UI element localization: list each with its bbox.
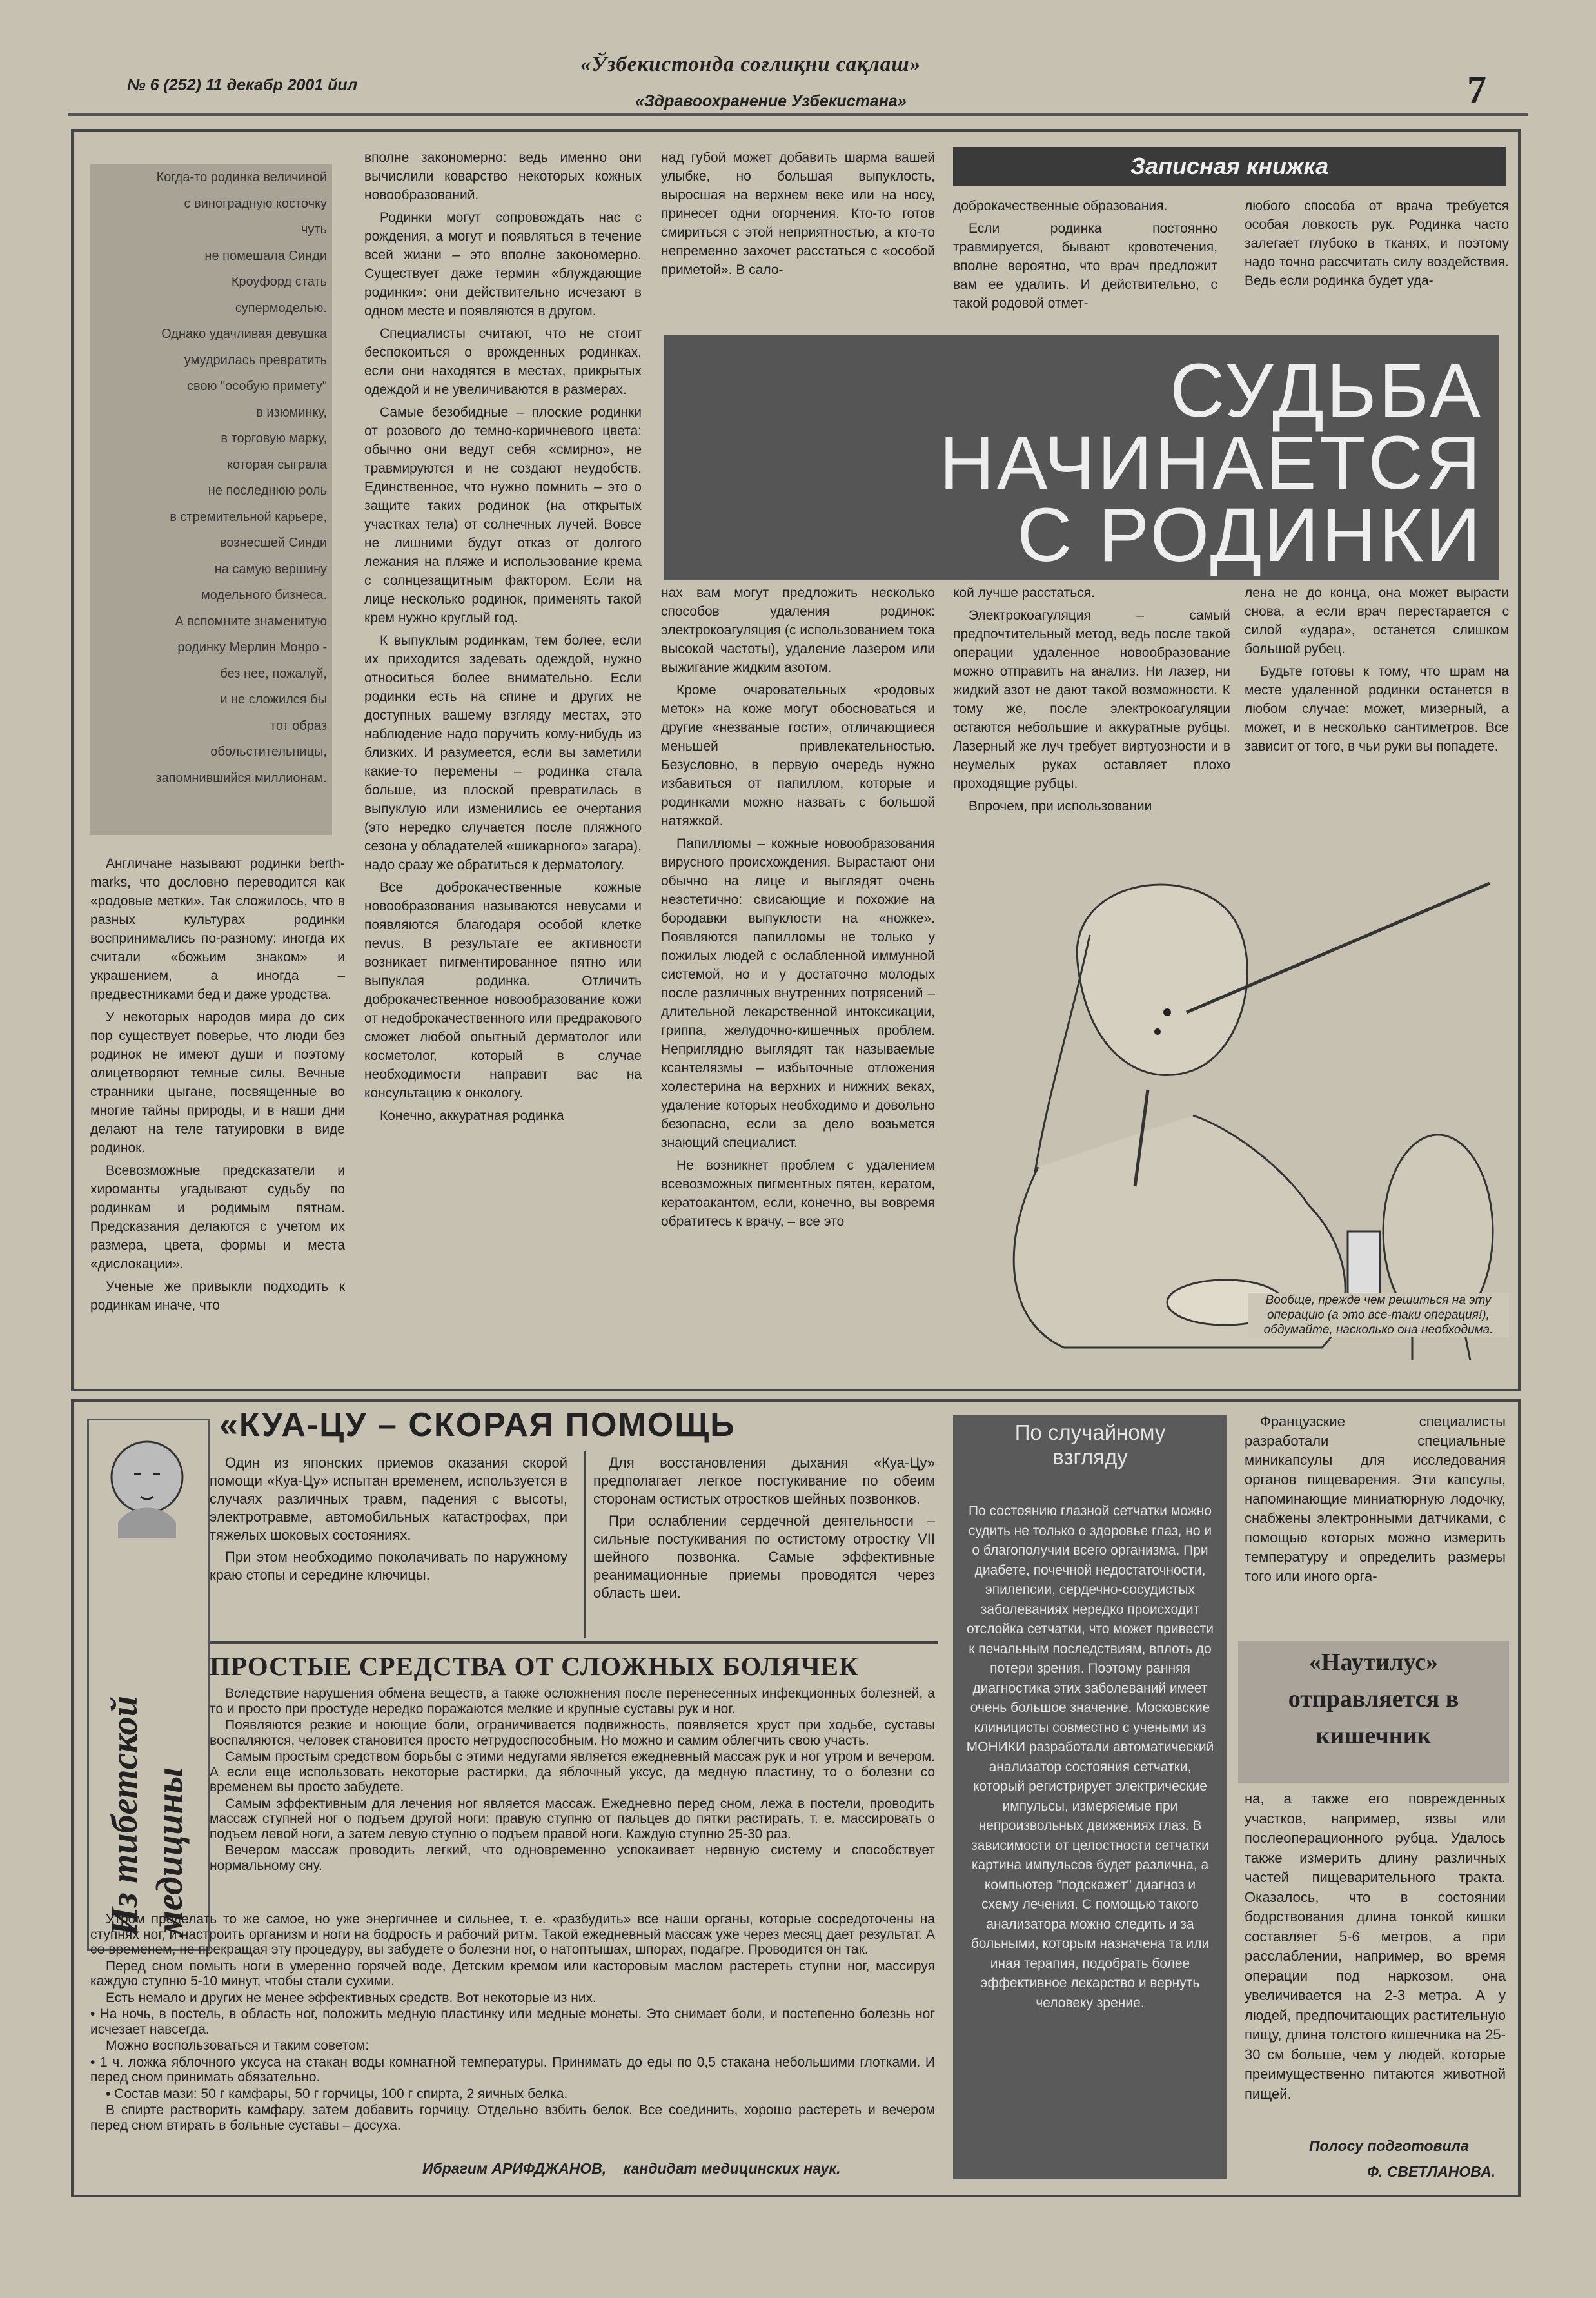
monk-portrait-icon [99,1426,195,1542]
paragraph: Всевозможные предсказатели и хироманты угадывают судьбу по родинкам и родимым пятнам. Предсказания делаются с учетом их размера, цвета, формы и места «дислокации». [90,1163,345,1272]
paragraph: Не возникнет проблем с удалением всевозможных пигментных пятен, кератом, кератоакантом, если, конечно, вы вовремя обратитесь к врачу, – все это [661,1158,935,1229]
section-divider [210,1641,938,1644]
paragraph: Если родинка постоянно травмируется, бывают кровотечения, вполне вероятно, что врач предложит вам ее удалить. И действительно, с такой родовой отмет- [953,221,1217,311]
tibet-vertical-label: Из тибетской медицины [103,1696,190,1936]
column-divider [584,1451,586,1638]
lead-line: чуть [301,222,327,237]
lead-line: Когда-то родинка величиной [156,170,327,184]
lead-line: вознесшей Синди [219,536,327,550]
tibet-sidebar [87,1419,210,1951]
page-number: 7 [1467,68,1486,111]
lead-line: на самую вершину [214,562,327,576]
glance-title-line: взгляду [1052,1445,1128,1469]
headline-line: С РОДИНКИ [1017,493,1483,578]
paragraph: В спирте растворить камфару, затем добавить горчицу. Отдельно взбить белок. Все соединить, хорошо растереть и вечером перед сном втирать в больные суставы – досуха. [90,2103,935,2133]
paragraph: Впрочем, при использовании [969,799,1152,814]
paragraph: Электрокоагуляция – самый предпочтительный метод, ведь после такой операции удаленное новообразование можно отправить на анализ. Ни лазер, ни жидкий азот не дают такой возможности. К тому же, после электрокоагуляции остаются небольшие и аккуратные рубцы. Лазерный же луч требует виртуозности и в неумелых руках оставляет плохо проходящие рубцы. [953,608,1230,791]
article1-col4-top [953,197,1217,317]
lead-line: в стремительной карьере, [170,509,327,524]
lead-line: в изюминку, [256,405,327,420]
paragraph: • Состав мази: 50 г камфары, 50 г горчицы, 100 г спирта, 2 яичных белка. [106,2086,568,2101]
newspaper-subtitle: «Здравоохранение Узбекистана» [635,92,907,110]
paragraph: Перед сном помыть ноги в умеренно горячей воде, Детским кремом или касторовым маслом растереть ступни ног, массируя каждую ступню 5-10 минут, чтобы стали сухими. [90,1958,935,1989]
nautilus-title-line: отправляется в [1288,1685,1459,1713]
lead-line: и не сложился бы [220,692,327,707]
paragraph: Ученые же привыкли подходить к родинкам иначе, что [90,1279,345,1313]
article1-col4-bottom [953,584,1230,820]
paragraph: Есть немало и других не менее эффективных средств. Вот некоторые из них. [106,1990,596,2005]
lead-line: обольстительницы, [210,745,327,759]
credit-line-2: Ф. СВЕТЛАНОВА. [1367,2163,1495,2180]
paragraph: У некоторых народов мира до сих пор существует поверье, что люди без родинок не имеют души и поэтому олицетворяют темные силы. Вечные странники цыгане, посвященные во многие тайны природы, и в наши дни делают на теле татуировки в виде родинок. [90,1010,345,1155]
author-title: кандидат медицинских наук. [623,2160,841,2177]
article1-col5-top [1245,197,1509,294]
lead-line: Кроуфорд стать [231,275,327,289]
paragraph: Все доброкачественные кожные новообразования называются невусами и появляются благодаря особой клетке nevus. В результате ее активности возникает пигментированное пятно или выпуклая родинка. Отличить доброкачественное новообразование кожи от недоброкачественного или предракового сможет любой опытный дерматолог или косметолог, который в случае необходимости направит вас на консультацию к онкологу. [364,880,642,1101]
lead-line: не последнюю роль [208,484,327,498]
author-name: Ибрагим АРИФДЖАНОВ, [422,2160,607,2177]
article1-col3-top [661,148,935,283]
kua-tsu-right [593,1454,935,1606]
paragraph: над губой может добавить шарма вашей улыбке, но большая выпуклость, выросшая на верхнем веке или на носу, принесет одни огорчения. Кто-то готов смириться с этой неприятностью, а кто-то непременно захочет расстаться с «особой приметой». В сало- [661,150,935,277]
paragraph: Появляются резкие и ноющие боли, ограничивается подвижность, появляется хруст при ходьбе, суставы воспаляются, человек становится просто нетрудоспособным. Но можно и самим облегчить свою участь. [210,1718,935,1748]
paragraph: Конечно, аккуратная родинка [380,1108,564,1123]
paragraph: нах вам могут предложить несколько способов удаления родинок: электрокоагуляция (с использованием тока высокой частоты), удаление лазером или выжигание жидким азотом. [661,585,935,675]
paragraph: Англичане называют родинки berth-marks, что дословно переводится как «родовые метки». Так сложилось, что в разных культурах родинки воспринимались по-разному: иногда их считали «божьим знаком» и украшением, а иногда – предвестниками бед и даже уродства. [90,856,345,1002]
glance-box [953,1415,1227,2179]
glance-body: По состоянию глазной сетчатки можно судить не только о здоровье глаз, но и о благополучии всего организма. При диабете, почечной недостаточности, эпилепсии, сердечно-сосудистых заболеваниях нередко происходит отслойка сетчатки, что может привести к печальным последствиям, вплоть до потери зрения. Поэтому ранняя диагностика этих заболеваний имеет очень большое значение. Московские клиницисты совместно с учеными из МОНИКИ разработали автоматический анализатор состояния сетчатки, который регистрирует электрические импульсы, измеряемые при непроизвольных движениях глаз. В зависимости от целостности сетчатки картина импульсов будет различна, а компьютер "подскажет" диагноз и схему лечения. С помощью такого анализатора можно следить и за больными, которым назначена та или иная терапия, подобрать более эффективное лекарство и вернуть человеку зрение. [966,1504,1214,2010]
article1-col1-bottom [90,854,345,1319]
rubric-banner: Записная книжка [953,147,1506,186]
credit-line-1: Полосу подготовила [1309,2137,1469,2154]
article1-col5-bottom [1245,584,1509,760]
paragraph: К выпуклым родинкам, тем более, если их приходится задевать одеждой, нужно относиться более внимательно. Если родинки есть на спине и других не доступных вашему взгляду местах, это наблюдение надо поручить кому-нибудь из близких. И разумеется, если вы заметили какие-то перемены – родинка стала больше, из плоской превратилась в выпуклую или изменились ее очертания (это нередко случается после пляжного сезона у обладателей «шикарного» загара), надо сразу же обратиться к дерматологу. [364,633,642,872]
paragraph: доброкачественные образования. [953,199,1168,213]
paragraph: Папилломы – кожные новообразования вирусного происхождения. Вырастают они обычно на лице и выглядят очень неэстетично: свисающие и похожие на бородавки выпуклости на «ножке». Появляются папилломы не только у пожилых людей с ослабленной иммунной системой, но и у достаточно молодых после различных внутренних потрясений – длительной лекарственной интоксикации, гриппа, желудочно-кишечных проблем. Неприглядно выглядят так называемые ксантелязмы – избыточные отложения холестерина на верхних и нижних веках, удаление которых необходимо и довольно безопасно, если за дело возьмется знающий специалист. [661,836,935,1150]
lead-line: не помешала Синди [204,248,327,263]
paragraph: Самым эффективным для лечения ног является массаж. Ежедневно перед сном, лежа в постели, проводить массаж ступней ног о подъем другой ноги: правую ступню от пальцев до пятки растирать, т. е. массировать о подъем левой ноги, а затем левую ступню о подъем правой ноги. Каждую ступню 25-30 раз. [210,1796,935,1841]
headline [664,335,1499,580]
glance-title-line: По случайному [1014,1420,1166,1444]
paragraph: • 1 ч. ложка яблочного уксуса на стакан воды комнатной температуры. Принимать до еды по 0,5 стакана небольшими глотками. И перед сном принимать обязательно. [90,2054,935,2085]
newspaper-title: «Ўзбекистонда соғлиқни сақлаш» [580,53,921,76]
paragraph: Специалисты считают, что не стоит беспокоиться о врожденных родинках, если они находятся в местах, прикрытых одеждой и не увеличиваются в размерах. [364,326,642,397]
paragraph: Самые безобидные – плоские родинки от розового до темно-коричневого цвета: обычно они ведут себя «смирно», не травмируются и не создают неудобств. Единственное, что нужно помнить – это о защите таких родинок (на открытых участках тела) от солнечных лучей. Вовсе не лишними будут отказ от долгого лежания на пляже и использование крема с солнцезащитным фактором. Если на лице несколько родинок, применять такой крем нужно круглый год. [364,405,642,625]
paragraph: При этом необходимо поколачивать по наружному краю стопы и середине ключицы. [210,1549,567,1583]
lead-box [90,164,332,835]
paragraph: Для восстановления дыхания «Куа-Цу» предполагает легкое постукивание по обеим сторонам остистых отростков шейных позвонков. [593,1455,935,1507]
paragraph: • На ночь, в постель, в область ног, положить медную пластинку или медные монеты. Это снимает боли, и постепенно болезнь ног исчезает навсегда. [90,2007,935,2037]
lead-line: которая сыграла [226,457,327,472]
lead-line: тот образ [270,718,327,733]
paragraph: Будьте готовы к тому, что шрам на месте удаленной родинки останется в любом случае: может, мизерный, а может, и в несколько сантиметров. Все зависит от того, в чьи руки вы попадете. [1245,664,1509,754]
issue-line: № 6 (252) 11 декабр 2001 йил [127,76,358,94]
lead-line: А вспомните знаменитую [175,614,327,629]
kua-tsu-title: «КУА-ЦУ – СКОРАЯ ПОМОЩЬ [219,1406,736,1444]
paragraph: любого способа от врача требуется особая ловкость рук. Родинка часто залегает глубоко в тканях, и поэтому надо точно рассчитать силу воздействия. Ведь если родинка будет уда- [1245,199,1509,288]
article1-col2 [364,148,642,1129]
headline-line: СУДЬБА [1170,348,1483,433]
lead-line: Однако удачливая девушка [161,327,327,341]
paragraph: лена не до конца, она может вырасти снова, а если врач перестарается с силой «удара», останется слишком большой рубец. [1245,585,1509,656]
remedies-body [210,1686,935,1874]
lead-line: супермоделью. [235,300,327,315]
paragraph: Кроме очаровательных «родовых меток» на коже могут обосноваться и другие «незваные гости», отличающиеся меньшей привлекательностью. Безусловно, в первую очередь нужно избавиться от папиллом, которые и родинками можно назвать с большой натяжкой. [661,683,935,829]
paragraph: Вследствие нарушения обмена веществ, а также осложнения после перенесенных инфекционных болезней, а то и просто при простуде нередко поражаются мелкие и крупные суставы рук и ног. [210,1686,935,1716]
nautilus-title [1238,1641,1509,1783]
paragraph: Родинки могут сопровождать нас с рождения, а могут и появляться в течение всей жизни – это вполне закономерно. Существует даже термин «блуждающие родинки»: они действительно исчезают в одном месте и появляются в другом. [364,210,642,319]
paragraph: Самым простым средством борьбы с этими недугами является ежедневный массаж рук и ног утром и вечером. А если еще использовать некоторые растирки, да яблочный уксус, да медную пластину, то о болезни со временем вы просто забудете. [210,1749,935,1794]
paragraph: При ослаблении сердечной деятельности – сильные постукивания по остистому отростку VII шейного позвонка. Самые эффективные реанимационные приемы проводятся через область шеи. [593,1513,935,1601]
lead-line: родинку Мерлин Монро - [177,640,327,654]
nautilus-title-line: «Наутилус» [1308,1649,1439,1676]
lead-line: без нее, пожалуй, [220,666,327,681]
lead-line: модельного бизнеса. [201,588,327,602]
paragraph: Утром проделать то же самое, но уже энергичнее и сильнее, т. е. «разбудить» все наши органы, которые сосредоточены на ступнях ног, и настроить организм и ноги на бодрость и рабочий ритм. Такой ежедневный массаж уже через месяц дает результат. А со временем, не прекращая эту процедуру, вы забудете о болезни ног, о натоптышах, шпорах, подагре. Проводится он так. [90,1912,935,1957]
paragraph: Вечером массаж проводить легкий, что одновременно успокаивает нервную систему и способствует нормальному сну. [210,1843,935,1873]
remedies-body-wide [90,1912,935,2134]
nautilus-intro: Французские специалисты разработали специальные миникапсулы для исследования органов пищеварения. Эти капсулы, напоминающие миниатюрную лодочку, снабжены электронными датчиками, с помощью которых можно измерить температуру и определить размеры того или иного орга- [1245,1413,1506,1584]
headline-line: НАЧИНАЕТСЯ [939,420,1483,506]
nautilus-title-line: кишечник [1315,1722,1432,1749]
header-rule [68,113,1528,116]
paragraph: вполне закономерно: ведь именно они вычислили коварство некоторых кожных новообразований. [364,150,642,202]
paragraph: Можно воспользоваться и таким советом: [106,2038,369,2053]
illustration-caption: Вообще, прежде чем решиться на эту операцию (а это все-таки операция!), обдумайте, насколько она необходима. [1248,1293,1509,1337]
mole-mark [1154,1028,1161,1035]
kua-tsu-left [210,1454,567,1588]
lead-line: запомнившийся миллионам. [155,771,327,785]
lead-line: с виноградную косточку [184,196,327,211]
mole-mark [1163,1008,1171,1016]
lead-line: свою "особую примету" [186,379,327,393]
woman-mirror-illustration [961,858,1506,1367]
paragraph: Один из японских приемов оказания скорой помощи «Куа-Цу» испытан временем, используется в случаях различных травм, падения с высоты, электротравме, автомобильных катастрофах, при тяжелых шоковых состояниях. [210,1455,567,1543]
author-line [422,2160,840,2177]
paragraph: кой лучше расстаться. [953,585,1095,600]
article1-col3-bottom [661,584,935,1235]
lead-line: в торговую марку, [221,431,327,446]
simple-remedies-title: ПРОСТЫЕ СРЕДСТВА ОТ СЛОЖНЫХ БОЛЯЧЕК [210,1651,859,1681]
lead-line: умудрилась превратить [184,353,327,368]
nautilus-body: на, а также его поврежденных участков, например, язвы или послеоперационного рубца. Удалось также измерить длину различных частей пищеварительного тракта. Оказалось, что в состоянии бодрствования длина тонкой кишки составляет 5-6 метров, а при расслаблении, например, во время операции под наркозом, она увеличивается на 2-3 метра. А у людей, предпочитающих растительную пищу, длина толстого кишечника на 25-30 см больше, чем у людей, которые преимущественно питаются животной пищей. [1245,1791,1506,2102]
